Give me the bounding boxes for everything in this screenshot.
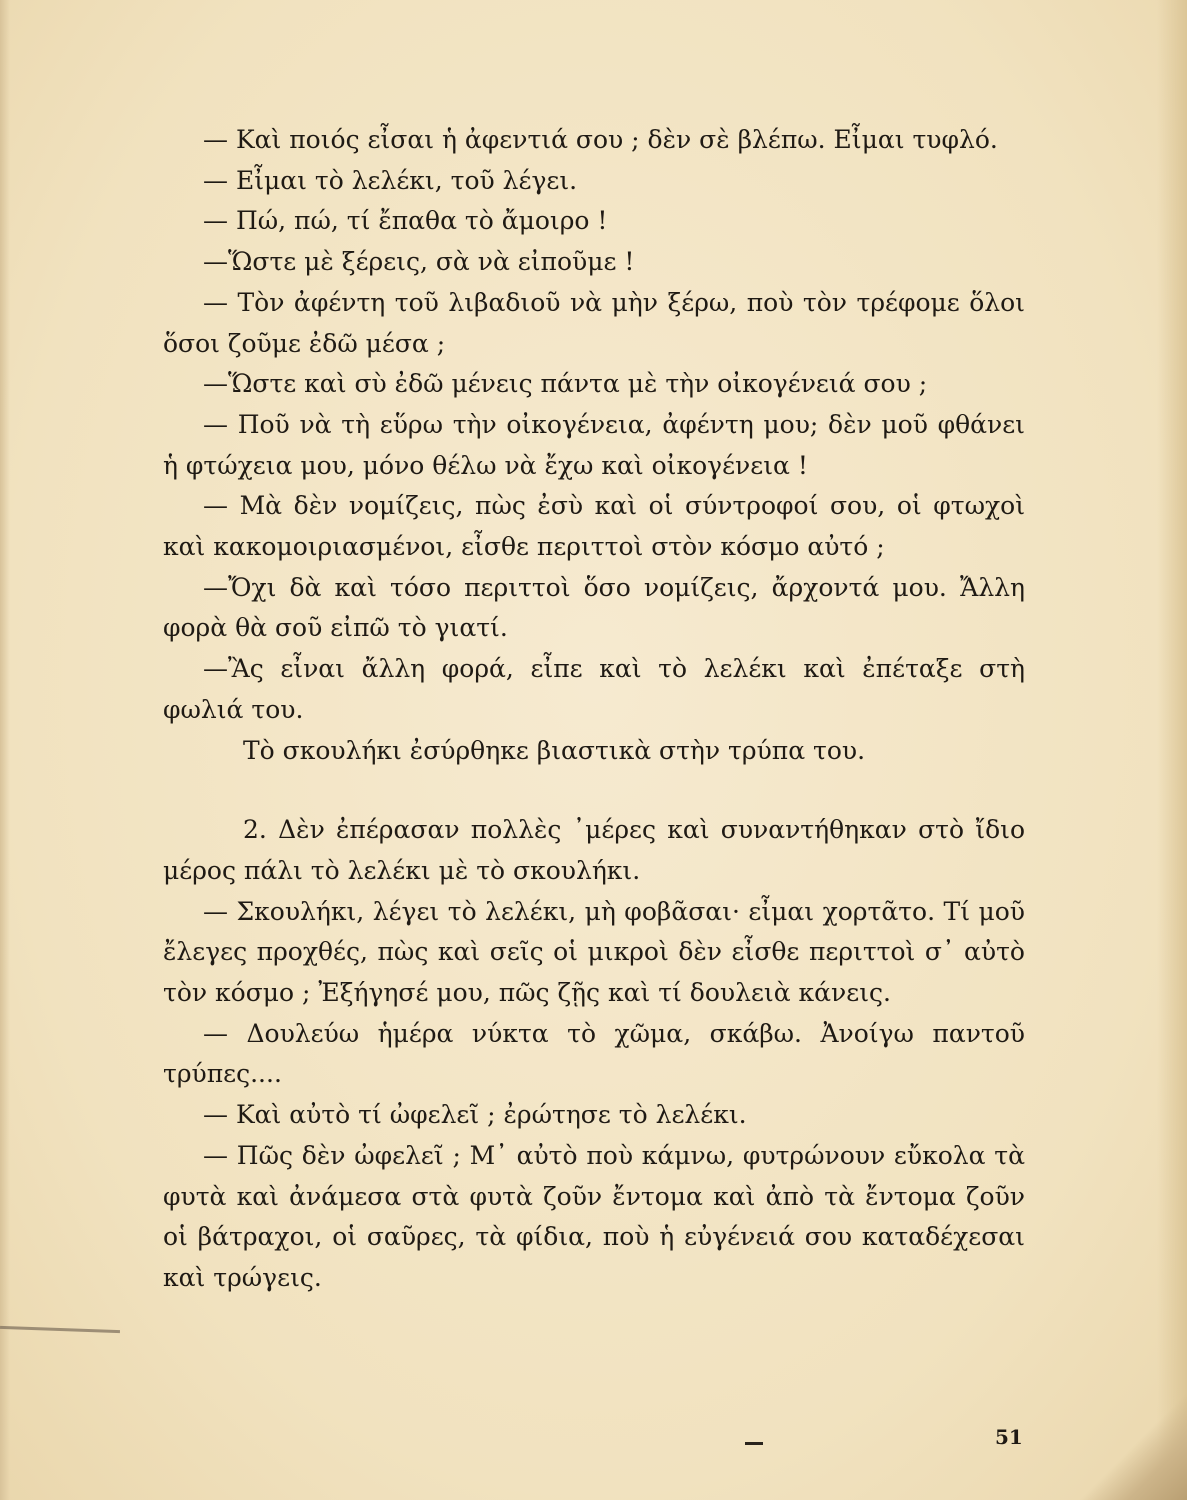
pencil-mark (0, 1326, 120, 1333)
pencil-dash-mark (745, 1442, 763, 1445)
text-line: — Καὶ αὐτὸ τί ὠφελεῖ ; ἐρώτησε τὸ λελέκι. (203, 1100, 747, 1130)
section-2-start: 2. Δὲν ἐπέρασαν πολλὲς ᾽μέρες καὶ συναντήθηκαν στὸ ἴδιο μέρος πάλι τὸ λελέκι μὲ τὸ σκουλήκι. (163, 815, 1025, 885)
text-line: — Τὸν ἀφέντη τοῦ λιβαδιοῦ νὰ μὴν ξέρω, ποὺ τὸν τρέφομε ὅλοι ὅσοι ζοῦμε ἐδῶ μέσα ; (163, 287, 1025, 358)
text-line: — Ποῦ νὰ τὴ εὕρω τὴν οἰκογένεια, ἀφέντη μου; δὲν μοῦ φθάνει ἡ φτώχεια μου, μόνο θέλω νὰ ἔχω καὶ οἰκογένεια ! (163, 409, 1025, 480)
text-line: — Σκουλήκι, λέγει τὸ λελέκι, μὴ φοβᾶσαι· εἶμαι χορτᾶτο. Τί μοῦ ἔλεγες προχθές, πὼς καὶ σεῖς οἱ μικροὶ δὲν εἶσθε περιττοὶ σ᾽ αὐτὸ τὸν κόσμο ; Ἐξήγησέ μου, πῶς ζῇς καὶ τί δουλειὰ κάνεις. (163, 896, 1025, 1008)
text-line: — Πῶς δὲν ὠφελεῖ ; Μ᾽ αὐτὸ ποὺ κάμνω, φυτρώνουν εὔκολα τὰ φυτὰ καὶ ἀνάμεσα στὰ φυτὰ ζοῦν ἔντομα καὶ ἀπὸ τὰ ἔντομα ζοῦν οἱ βάτραχοι, οἱ σαῦρες, τὰ φίδια, ποὺ ἡ εὐγένειά σου καταδέχεσαι καὶ τρώγεις. (163, 1140, 1025, 1292)
text-line: —Ἂς εἶναι ἄλλη φορά, εἶπε καὶ τὸ λελέκι καὶ ἐπέταξε στὴ φωλιά του. (163, 654, 1025, 724)
page-edge-left (0, 0, 10, 1500)
text-line: —Ὄχι δὰ καὶ τόσο περιττοὶ ὅσο νομίζεις, ἄρχοντά μου. Ἄλλη φορὰ θὰ σοῦ εἰπῶ τὸ γιατί. (163, 572, 1025, 643)
text-line: Τὸ σκουλήκι ἐσύρθηκε βιαστικὰ στὴν τρύπα του. (243, 735, 866, 765)
text-line: — Εἶμαι τὸ λελέκι, τοῦ λέγει. (203, 165, 578, 195)
text-line: — Δουλεύω ἡμέρα νύκτα τὸ χῶμα, σκάβω. Ἀνοίγω παντοῦ τρύπες.... (163, 1018, 1025, 1089)
page-number: 51 (995, 1425, 1023, 1449)
text-line: —Ὥστε μὲ ξέρεις, σὰ νὰ εἰποῦμε ! (203, 247, 635, 277)
page-edge-right (1157, 0, 1187, 1500)
text-line: — Καὶ ποιός εἶσαι ἡ ἀφεντιά σου ; δὲν σὲ βλέπω. Εἶμαι τυφλό. (203, 125, 998, 154)
page-corner-shadow (1067, 1380, 1187, 1500)
text-line: — Πώ, πώ, τί ἔπαθα τὸ ἄμοιρο ! (203, 206, 608, 236)
text-line: —Ὥστε καὶ σὺ ἐδῶ μένεις πάντα μὲ τὴν οἰκογένειά σου ; (203, 369, 928, 399)
text-line: — Μὰ δὲν νομίζεις, πὼς ἐσὺ καὶ οἱ σύντροφοί σου, οἱ φτωχοὶ καὶ κακομοιριασμένοι, εἶσθε περιττοὶ στὸν κόσμο αὐτό ; (163, 491, 1025, 562)
body-text (163, 120, 1025, 1299)
